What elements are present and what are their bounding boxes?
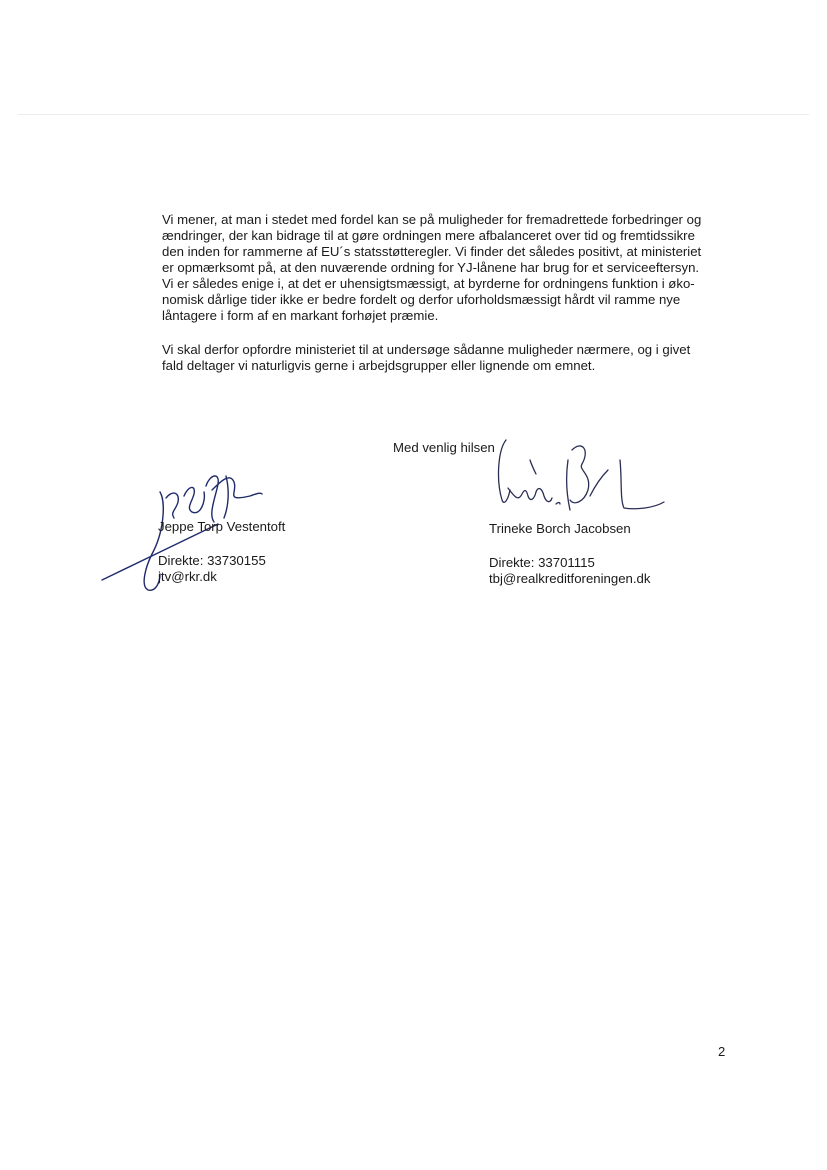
letter-body: [162, 212, 742, 392]
signatory-phone: Direkte: 33730155: [158, 553, 266, 568]
page-number: 2: [718, 1044, 726, 1059]
closing-salutation: Med venlig hilsen: [393, 440, 495, 455]
signatory-right: [489, 521, 650, 587]
paragraph-1: Vi mener, at man i stedet med fordel kan se på muligheder for fremadrettede forbedringer og ændringer, der kan bidrage til at gøre ordningen mere afbalanceret over tid og fremtidssikre den inden for rammerne af EU´s statsstøtteregler. Vi finder det således positivt, at ministeriet er opmærksomt på, at den nuværende ordning for YJ-lånene har brug for et serviceeftersyn. Vi er således enige i, at det er uhensigtsmæssigt, at byrderne for ordningens funktion i øko- nomisk dårlige tider ikke er bedre fordelt og derfor uforholdsmæssigt hårdt vil ramme nye låntagere i form af en markant forhøjet præmie.: [162, 212, 702, 323]
paragraph-2: Vi skal derfor opfordre ministeriet til at undersøge sådanne muligheder nærmere, og i givet fald deltager vi naturligvis gerne i arbejdsgrupper eller lignende om emnet.: [162, 342, 691, 373]
signatory-name: Trineke Borch Jacobsen: [489, 521, 631, 536]
handwritten-signature-right: [486, 430, 676, 520]
signatory-left: [158, 519, 285, 585]
signatory-phone: Direkte: 33701115: [489, 555, 595, 570]
signatory-email: tbj@realkreditforeningen.dk: [489, 571, 651, 586]
signatory-email: jtv@rkr.dk: [158, 569, 217, 584]
scan-edge-line: [18, 114, 809, 115]
signatory-name: Jeppe Torp Vestentoft: [158, 519, 286, 534]
